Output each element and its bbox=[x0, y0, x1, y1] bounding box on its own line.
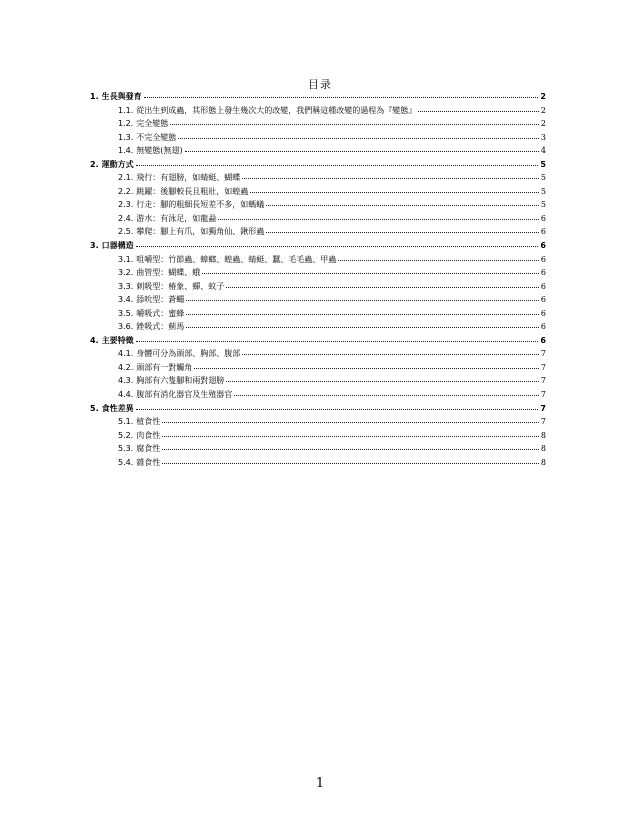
dot-leader bbox=[234, 388, 539, 396]
dot-leader bbox=[136, 334, 539, 342]
toc-subsection-link[interactable] bbox=[90, 280, 546, 294]
toc-subsection-link[interactable] bbox=[90, 320, 546, 334]
toc-entry-label: 肉食性 bbox=[136, 430, 161, 440]
dot-leader bbox=[185, 144, 539, 152]
dot-leader bbox=[266, 198, 539, 206]
toc-subsection-link[interactable] bbox=[90, 442, 546, 456]
toc-entry-number: 4.3. bbox=[118, 376, 134, 386]
toc-entry-page: 7 bbox=[540, 362, 546, 372]
toc-entry-page: 6 bbox=[540, 335, 546, 345]
page-number: 1 bbox=[315, 776, 325, 791]
dot-leader bbox=[418, 104, 539, 112]
toc-subsection-link[interactable] bbox=[90, 104, 546, 118]
toc-entry-label: 飛行：有翅膀，如蜻蜓、蝴蝶 bbox=[136, 173, 241, 183]
toc-entry-number: 5. bbox=[90, 403, 99, 413]
dot-leader bbox=[186, 307, 539, 315]
toc-subsection-link[interactable] bbox=[90, 131, 546, 145]
dot-leader bbox=[194, 361, 539, 369]
toc-entry-page: 6 bbox=[540, 308, 546, 318]
toc-entry-label: 咀嚼型：竹節蟲、蟑螂、蝗蟲、蜻蜓、蠶、毛毛蟲、甲蟲 bbox=[136, 254, 337, 264]
dot-leader bbox=[266, 225, 539, 233]
dot-leader bbox=[144, 90, 539, 98]
toc-entry-label: 食性差異 bbox=[101, 403, 134, 413]
toc-subsection-link[interactable] bbox=[90, 374, 546, 388]
dot-leader bbox=[178, 131, 539, 139]
toc-subsection-link[interactable] bbox=[90, 212, 546, 226]
toc-entry-page: 7 bbox=[540, 403, 546, 413]
toc-entry-label: 刺吸型：椿象、蟬、蚊子 bbox=[136, 281, 225, 291]
toc-entry-number: 2.1. bbox=[118, 173, 134, 183]
toc-entry-page: 5 bbox=[540, 159, 546, 169]
toc-entry-number: 4.2. bbox=[118, 362, 134, 372]
dot-leader bbox=[136, 239, 539, 247]
toc-entry-number: 4.4. bbox=[118, 390, 134, 400]
dot-leader bbox=[186, 293, 539, 301]
toc-entry-page: 5 bbox=[540, 186, 546, 196]
toc-entry-page: 6 bbox=[540, 254, 546, 264]
toc-entry-label: 頭部有一對觸角 bbox=[136, 362, 193, 372]
toc-section-link[interactable] bbox=[90, 334, 546, 348]
toc-subsection-link[interactable] bbox=[90, 347, 546, 361]
toc-entry-number: 1.4. bbox=[118, 146, 134, 156]
toc-subsection-link[interactable] bbox=[90, 144, 546, 158]
toc-entry-number: 3.2. bbox=[118, 268, 134, 278]
toc-entry-label: 完全變態 bbox=[136, 119, 169, 129]
dot-leader bbox=[186, 320, 539, 328]
toc-entry-number: 4. bbox=[90, 335, 99, 345]
toc-section-link[interactable] bbox=[90, 239, 546, 253]
toc-entry-page: 2 bbox=[540, 105, 546, 115]
toc-entry-page: 6 bbox=[540, 281, 546, 291]
toc-subsection-link[interactable] bbox=[90, 415, 546, 429]
toc-entry-number: 3.1. bbox=[118, 254, 134, 264]
toc-entry-number: 2.4. bbox=[118, 213, 134, 223]
toc-entry-label: 胸部有六隻腳和兩對翅膀 bbox=[136, 376, 225, 386]
toc-entry-number: 3.6. bbox=[118, 322, 134, 332]
toc-entry-label: 攀爬：腳上有爪，如獨角仙、鍬形蟲 bbox=[136, 227, 265, 237]
toc-entry-label: 無變態(無翅) bbox=[136, 146, 183, 156]
toc-entry-number: 4.1. bbox=[118, 349, 134, 359]
dot-leader bbox=[162, 442, 539, 450]
toc-entry-label: 雜食性 bbox=[136, 457, 161, 467]
toc-entry-number: 1.1. bbox=[118, 105, 134, 115]
toc-entry-label: 曲管型：蝴蝶、蛾 bbox=[136, 268, 201, 278]
toc-entry-label: 口器構造 bbox=[101, 241, 134, 251]
toc-subsection-link[interactable] bbox=[90, 198, 546, 212]
toc-subsection-link[interactable] bbox=[90, 225, 546, 239]
toc-subsection-link[interactable] bbox=[90, 253, 546, 267]
dot-leader bbox=[226, 280, 539, 288]
dot-leader bbox=[250, 185, 539, 193]
toc-entry-label: 跳躍：後腳較長且粗壯，如蝗蟲 bbox=[136, 186, 249, 196]
dot-leader bbox=[162, 456, 539, 464]
toc-entry-page: 7 bbox=[540, 376, 546, 386]
toc-entry-page: 8 bbox=[540, 444, 546, 454]
toc-subsection-link[interactable] bbox=[90, 307, 546, 321]
dot-leader bbox=[162, 429, 539, 437]
table-of-contents bbox=[90, 90, 546, 469]
toc-subsection-link[interactable] bbox=[90, 456, 546, 470]
toc-entry-page: 6 bbox=[540, 227, 546, 237]
toc-entry-label: 行走：腳的粗細長短差不多，如螞蟻 bbox=[136, 200, 265, 210]
toc-subsection-link[interactable] bbox=[90, 429, 546, 443]
toc-title: 目录 bbox=[308, 78, 332, 91]
toc-entry-number: 1.3. bbox=[118, 132, 134, 142]
toc-entry-number: 5.2. bbox=[118, 430, 134, 440]
toc-subsection-link[interactable] bbox=[90, 185, 546, 199]
dot-leader bbox=[226, 374, 539, 382]
toc-entry-number: 3.3. bbox=[118, 281, 134, 291]
toc-section-link[interactable] bbox=[90, 402, 546, 416]
toc-entry-page: 7 bbox=[540, 417, 546, 427]
dot-leader bbox=[136, 158, 539, 166]
toc-entry-number: 3. bbox=[90, 241, 99, 251]
toc-entry-page: 6 bbox=[540, 213, 546, 223]
toc-entry-label: 游水：有泳足，如龍蝨 bbox=[136, 213, 217, 223]
toc-entry-label: 從出生到成蟲，其形態上發生幾次大的改變，我們稱這種改變的過程為『變態』 bbox=[136, 105, 417, 115]
toc-entry-page: 7 bbox=[540, 349, 546, 359]
dot-leader bbox=[218, 212, 539, 220]
toc-entry-label: 身體可分為頭部、胸部、腹部 bbox=[136, 349, 241, 359]
toc-entry-page: 6 bbox=[540, 322, 546, 332]
dot-leader bbox=[242, 347, 539, 355]
toc-entry-label: 腹部有消化器官及生殖器官 bbox=[136, 390, 233, 400]
toc-subsection-link[interactable] bbox=[90, 266, 546, 280]
toc-entry-page: 2 bbox=[540, 92, 546, 101]
toc-entry-number: 3.5. bbox=[118, 308, 134, 318]
toc-entry-number: 3.4. bbox=[118, 295, 134, 305]
toc-subsection-link[interactable] bbox=[90, 388, 546, 402]
toc-entry-page: 7 bbox=[540, 390, 546, 400]
toc-entry-number: 5.4. bbox=[118, 457, 134, 467]
toc-entry-page: 3 bbox=[540, 132, 546, 142]
toc-entry-number: 2.2. bbox=[118, 186, 134, 196]
toc-subsection-link[interactable] bbox=[90, 171, 546, 185]
dot-leader bbox=[242, 171, 539, 179]
toc-entry-label: 嚼吸式：蜜蜂 bbox=[136, 308, 185, 318]
toc-entry-label: 舔吮型：蒼蠅 bbox=[136, 295, 185, 305]
toc-subsection-link[interactable] bbox=[90, 361, 546, 375]
toc-entry-number: 1. bbox=[90, 92, 99, 101]
toc-entry-number: 2. bbox=[90, 159, 99, 169]
toc-entry-page: 4 bbox=[540, 146, 546, 156]
toc-entry-page: 2 bbox=[540, 119, 546, 129]
toc-entry-label: 主要特徵 bbox=[101, 335, 134, 345]
dot-leader bbox=[338, 253, 539, 261]
toc-entry-label: 生長與發育 bbox=[101, 92, 142, 101]
toc-entry-page: 6 bbox=[540, 268, 546, 278]
toc-entry-label: 腐食性 bbox=[136, 444, 161, 454]
toc-subsection-link[interactable] bbox=[90, 117, 546, 131]
toc-entry-number: 1.2. bbox=[118, 119, 134, 129]
toc-entry-page: 8 bbox=[540, 430, 546, 440]
dot-leader bbox=[136, 402, 539, 410]
dot-leader bbox=[170, 117, 539, 125]
toc-section-link[interactable] bbox=[90, 90, 546, 104]
toc-entry-number: 2.5. bbox=[118, 227, 134, 237]
toc-entry-number: 2.3. bbox=[118, 200, 134, 210]
toc-section-link[interactable] bbox=[90, 158, 546, 172]
toc-entry-page: 5 bbox=[540, 173, 546, 183]
toc-entry-page: 6 bbox=[540, 241, 546, 251]
toc-entry-number: 5.1. bbox=[118, 417, 134, 427]
toc-entry-label: 植食性 bbox=[136, 417, 161, 427]
toc-entry-label: 不完全變態 bbox=[136, 132, 177, 142]
dot-leader bbox=[202, 266, 539, 274]
dot-leader bbox=[162, 415, 539, 423]
toc-subsection-link[interactable] bbox=[90, 293, 546, 307]
toc-entry-label: 銼吸式：薊馬 bbox=[136, 322, 185, 332]
toc-entry-page: 6 bbox=[540, 295, 546, 305]
toc-entry-page: 8 bbox=[540, 457, 546, 467]
toc-entry-label: 運動方式 bbox=[101, 159, 134, 169]
toc-entry-number: 5.3. bbox=[118, 444, 134, 454]
toc-entry-page: 5 bbox=[540, 200, 546, 210]
